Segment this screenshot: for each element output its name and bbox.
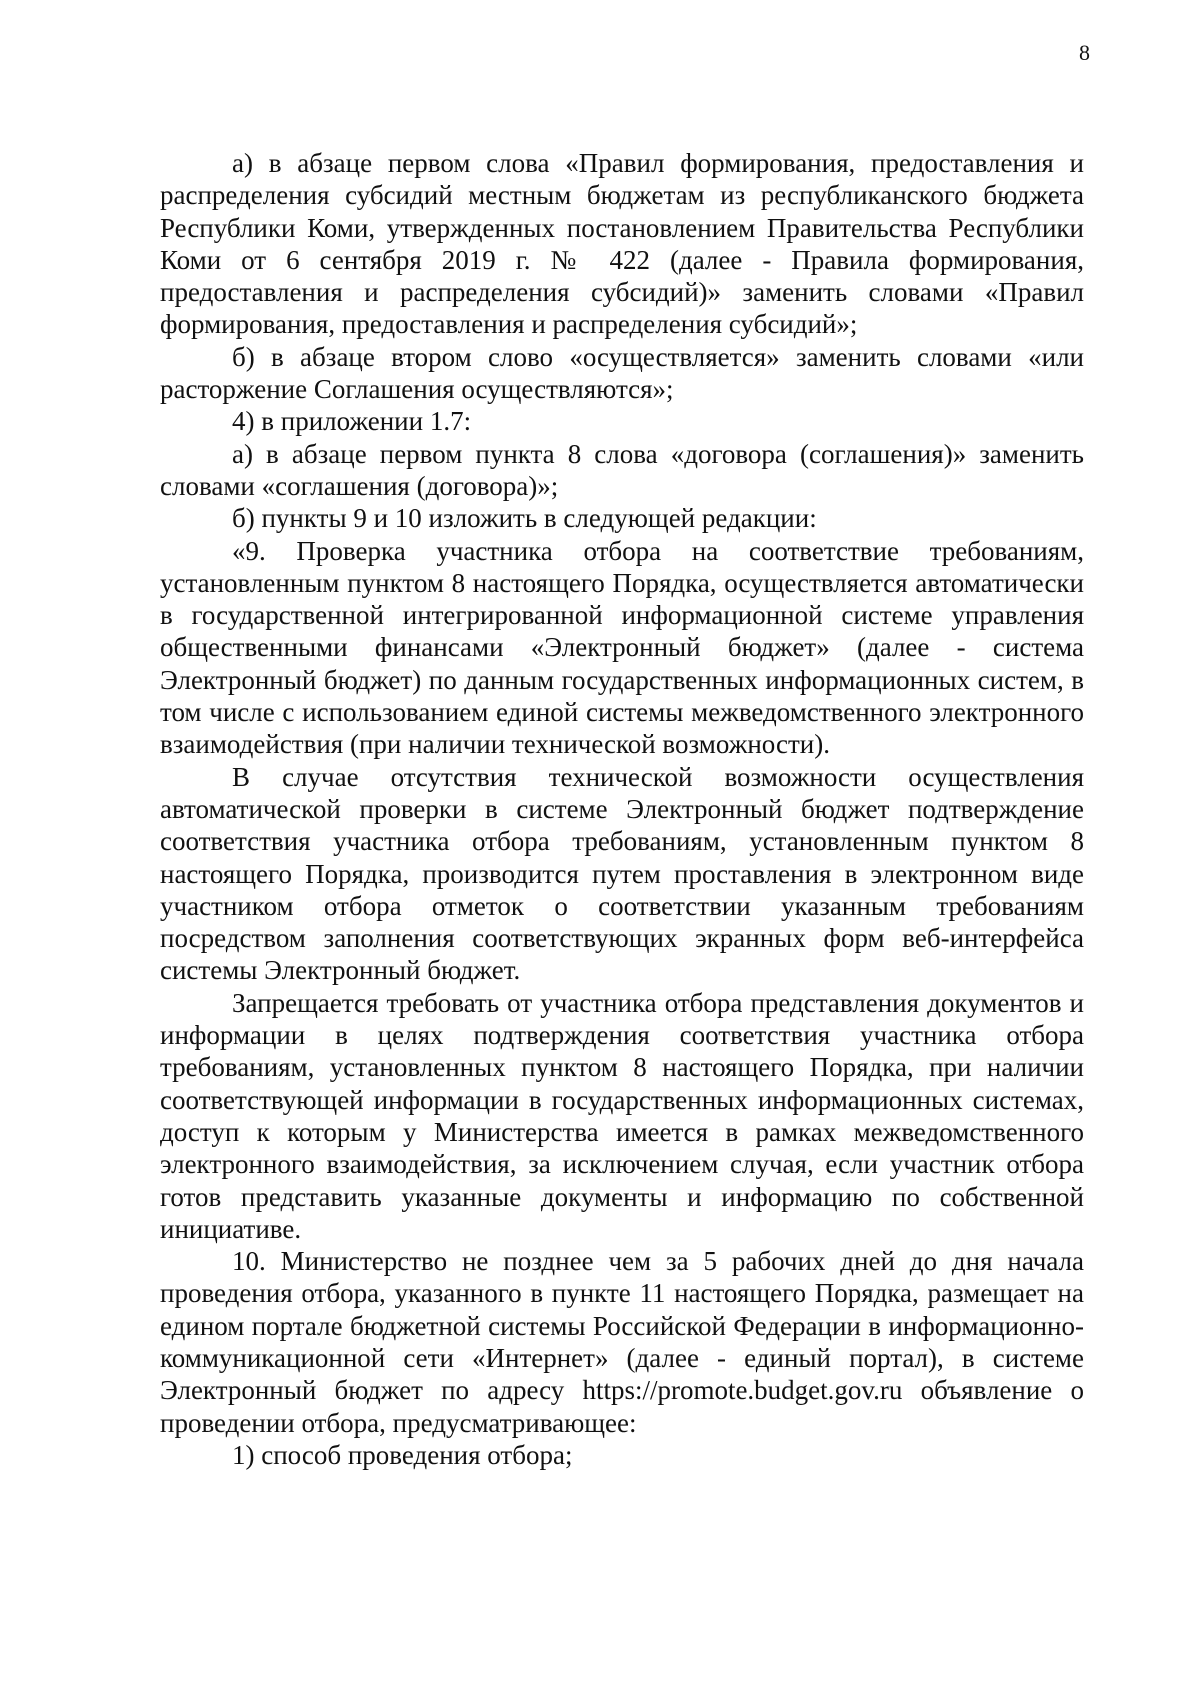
paragraph-4a: а) в абзаце первом пункта 8 слова «договора (соглашения)» заменить словами «соглашения (договора)»; bbox=[160, 438, 1084, 501]
paragraph-point-9-third: Запрещается требовать от участника отбора представления документов и информации в целях подтверждения соответствия участника отбора требованиям, установленных пунктом 8 настоящего Порядка, при наличии соответствующей информации в государственных информационных системах, доступ к которым у Министерства имеется в рамках межведомственного электронного взаимодействия, за исключением случая, если участник отбора готов представить указанные документы и информацию по собственной инициативе. bbox=[160, 987, 1084, 1244]
page-number: 8 bbox=[1079, 40, 1090, 65]
paragraph-point-9: «9. Проверка участника отбора на соответствие требованиям, установленным пунктом 8 настоящего Порядка, осуществляется автоматически в государственной интегрированной информационной системе управления общественными финансами «Электронный бюджет» (далее - система Электронный бюджет) по данным государственных информационных систем, в том числе с использованием единой системы межведомственного электронного взаимодействия (при наличии технической возможности). bbox=[160, 535, 1084, 760]
paragraph-point-10-item-1: 1) способ проведения отбора; bbox=[232, 1439, 573, 1470]
paragraph-4b: б) пункты 9 и 10 изложить в следующей редакции: bbox=[232, 503, 817, 534]
document-body bbox=[160, 147, 1084, 1471]
paragraph-1b: б) в абзаце втором слово «осуществляется» заменить словами «или расторжение Соглашения осуществляются»; bbox=[160, 341, 1084, 405]
paragraph-item-4: 4) в приложении 1.7: bbox=[232, 406, 472, 437]
paragraph-1a: а) в абзаце первом слова «Правил формирования, предоставления и распределения субсидий местным бюджетам из республиканского бюджета Республики Коми, утвержденных постановлением Правительства Республики Коми от 6 сентября 2019 г. № 422 (далее - Правила формирования, предоставления и распределения субсидий)» заменить словами «Правил формирования, предоставления и распределения субсидий»; bbox=[160, 148, 1084, 340]
paragraph-point-10: 10. Министерство не позднее чем за 5 рабочих дней до дня начала проведения отбора, указанного в пункте 11 настоящего Порядка, размещает на едином портале бюджетной системы Российской Федерации в информационно-коммуникационной сети «Интернет» (далее - единый портал), в системе Электронный бюджет по адресу https://promote.budget.gov.ru объявление о проведении отбора, предусматривающее: bbox=[160, 1246, 1084, 1438]
paragraph-point-9-second: В случае отсутствия технической возможности осуществления автоматической проверки в системе Электронный бюджет подтверждение соответствия участника отбора требованиям, установленным пунктом 8 настоящего Порядка, производится путем проставления в электронном виде участником отбора отметок о соответствии указанным требованиям посредством заполнения соответствующих экранных форм веб-интерфейса системы Электронный бюджет. bbox=[160, 761, 1084, 986]
